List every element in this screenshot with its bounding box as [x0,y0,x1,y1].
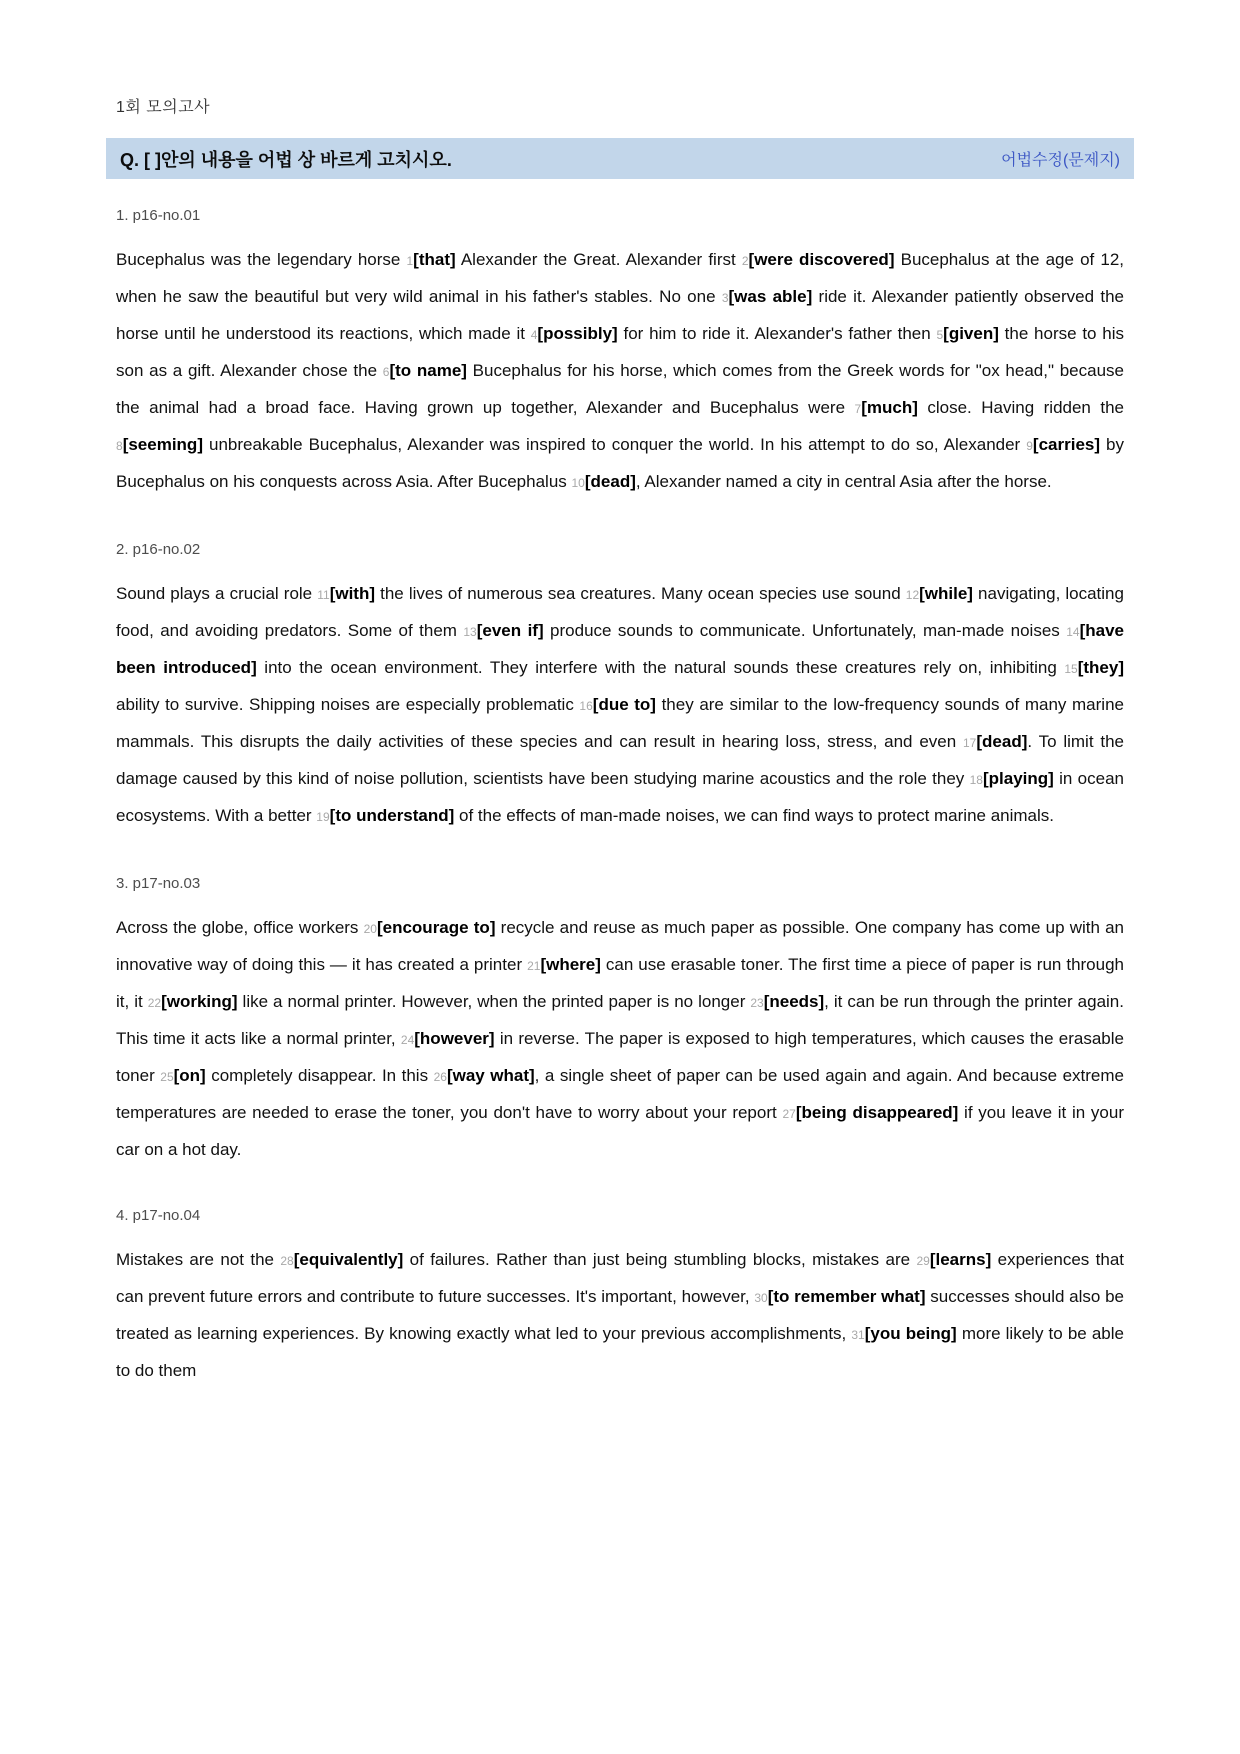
answer-number: 6 [382,365,390,379]
bracketed-phrase: [you being] [864,1324,957,1343]
answer-number: 13 [463,625,477,639]
bracketed-phrase: [possibly] [537,324,618,343]
document-page [116,0,1124,1388]
answer-number: 23 [750,996,764,1010]
answer-number: 28 [280,1254,294,1268]
answer-number: 25 [160,1070,174,1084]
answer-number: 17 [963,736,977,750]
passage-label-1: 1. p16-no.01 [116,207,201,224]
passage-text-4: Mistakes are not the 28[equivalently] of failures. Rather than just being stumbling blocks, mistakes are 29[learns] experiences that can prevent future errors and contribute to future successes. It's important, however, 30[to remember what] successes should also be treated as learning experiences. By knowing exactly what led to your previous accomplishments, 31[you being] more likely to be able to do them [116,1250,1125,1380]
passage-label-4: 4. p17-no.04 [116,1207,201,1224]
answer-number: 11 [317,588,330,602]
bracketed-phrase: [that] [413,250,456,269]
bracketed-phrase: [much] [861,398,918,417]
bracketed-phrase: [equivalently] [293,1250,404,1269]
bracketed-phrase: [have been introduced] [116,621,1124,677]
answer-number: 20 [363,922,377,936]
answer-number: 10 [571,476,585,490]
answer-number: 29 [916,1254,930,1268]
answer-number: 4 [530,328,538,342]
answer-number: 22 [147,996,162,1010]
bracketed-phrase: [way what] [446,1066,535,1085]
answer-number: 30 [754,1291,768,1305]
bracketed-phrase: [working] [161,992,238,1011]
bracketed-phrase: [were discovered] [748,250,895,269]
bracketed-phrase: [on] [173,1066,206,1085]
bracketed-phrase: [to name] [389,361,467,380]
bracketed-phrase: [dead] [584,472,636,491]
bracketed-phrase: [with] [329,584,376,603]
bracketed-phrase: [however] [414,1029,495,1048]
bracketed-phrase: [they] [1077,658,1124,677]
passage-label-3: 3. p17-no.03 [116,875,201,892]
answer-number: 31 [851,1328,865,1342]
answer-number: 21 [527,959,541,973]
answer-number: 15 [1064,662,1078,676]
answer-number: 12 [905,588,920,602]
answer-number: 19 [316,810,330,824]
bracketed-phrase: [to remember what] [767,1287,926,1306]
answer-number: 24 [400,1033,415,1047]
bracketed-phrase: [learns] [929,1250,992,1269]
answer-number: 1 [406,254,414,268]
bracketed-phrase: [was able] [728,287,813,306]
answer-number: 3 [721,291,729,305]
question-bar [106,138,1134,179]
bracketed-phrase: [carries] [1032,435,1101,454]
answer-number: 26 [433,1070,447,1084]
bracketed-phrase: [needs] [763,992,825,1011]
answer-number: 2 [741,254,749,268]
question-instruction: Q. [ ]안의 내용을 어법 상 바르게 고치시오. [120,149,452,170]
bracketed-phrase: [where] [540,955,601,974]
bracketed-phrase: [while] [919,584,973,603]
passage-label-2: 2. p16-no.02 [116,541,201,558]
answer-number: 27 [782,1107,796,1121]
bracketed-phrase: [seeming] [122,435,203,454]
passages-container [116,207,1124,1388]
bracketed-phrase: [due to] [592,695,656,714]
answer-number: 7 [854,402,862,416]
answer-number: 14 [1066,625,1080,639]
passage-text-3: Across the globe, office workers 20[encourage to] recycle and reuse as much paper as possible. One company has come up with an innovative way of doing this — it has created a printer 21[where] can use erasable toner. The first time a piece of paper is run through it, it 22[working] like a normal printer. However, when the printed paper is no longer 23[needs], it can be run through the printer again. This time it acts like a normal printer, 24[however] in reverse. The paper is exposed to high temperatures, which causes the erasable toner 25[on] completely disappear. In this 26[way what], a single sheet of paper can be used again and again. And because extreme temperatures are needed to erase the toner, you don't have to worry about your report 27[being disappeared] if you leave it in your car on a hot day. [116,918,1125,1159]
passage-text-1: Bucephalus was the legendary horse 1[that] Alexander the Great. Alexander first 2[were discovered] Bucephalus at the age of 12, when he saw the beautiful but very wild animal in his father's stables. No one 3[was able] ride it. Alexander patiently observed the horse until he understood its reactions, which made it 4[possibly] for him to ride it. Alexander's father then 5[given] the horse to his son as a gift. Alexander chose the 6[to name] Bucephalus for his horse, which comes from the Greek words for "ox head," because the animal had a broad face. Having grown up together, Alexander and Bucephalus were 7[much] close. Having ridden the 8[seeming] unbreakable Bucephalus, Alexander was inspired to conquer the world. In his attempt to do so, Alexander 9[carries] by Bucephalus on his conquests across Asia. After Bucephalus 10[dead], Alexander named a city in central Asia after the horse. [116,250,1125,491]
bracketed-phrase: [being disappeared] [795,1103,959,1122]
question-type-tag: 어법수정(문제지) [1001,152,1120,169]
bracketed-phrase: [encourage to] [376,918,496,937]
bracketed-phrase: [even if] [476,621,544,640]
answer-number: 16 [579,699,593,713]
passage-text-2: Sound plays a crucial role 11[with] the lives of numerous sea creatures. Many ocean species use sound 12[while] navigating, locating food, and avoiding predators. Some of them 13[even if] produce sounds to communicate. Unfortunately, man-made noises 14[have been introduced] into the ocean environment. They interfere with the natural sounds these creatures rely on, inhibiting 15[they] ability to survive. Shipping noises are especially problematic 16[due to] they are similar to the low-frequency sounds of many marine mammals. This disrupts the daily activities of these species and can result in hearing loss, stress, and even 17[dead]. To limit the damage caused by this kind of noise pollution, scientists have been studying marine acoustics and the role they 18[playing] in ocean ecosystems. With a better 19[to understand] of the effects of man-made noises, we can find ways to protect marine animals. [116,584,1125,825]
answer-number: 8 [116,439,123,453]
bracketed-phrase: [to understand] [329,806,455,825]
exam-round-label: 1회 모의고사 [116,99,211,116]
answer-number: 18 [969,773,983,787]
bracketed-phrase: [given] [943,324,999,343]
bracketed-phrase: [dead] [976,732,1028,751]
bracketed-phrase: [playing] [982,769,1054,788]
answer-number: 5 [936,328,944,342]
answer-number: 9 [1026,439,1033,453]
